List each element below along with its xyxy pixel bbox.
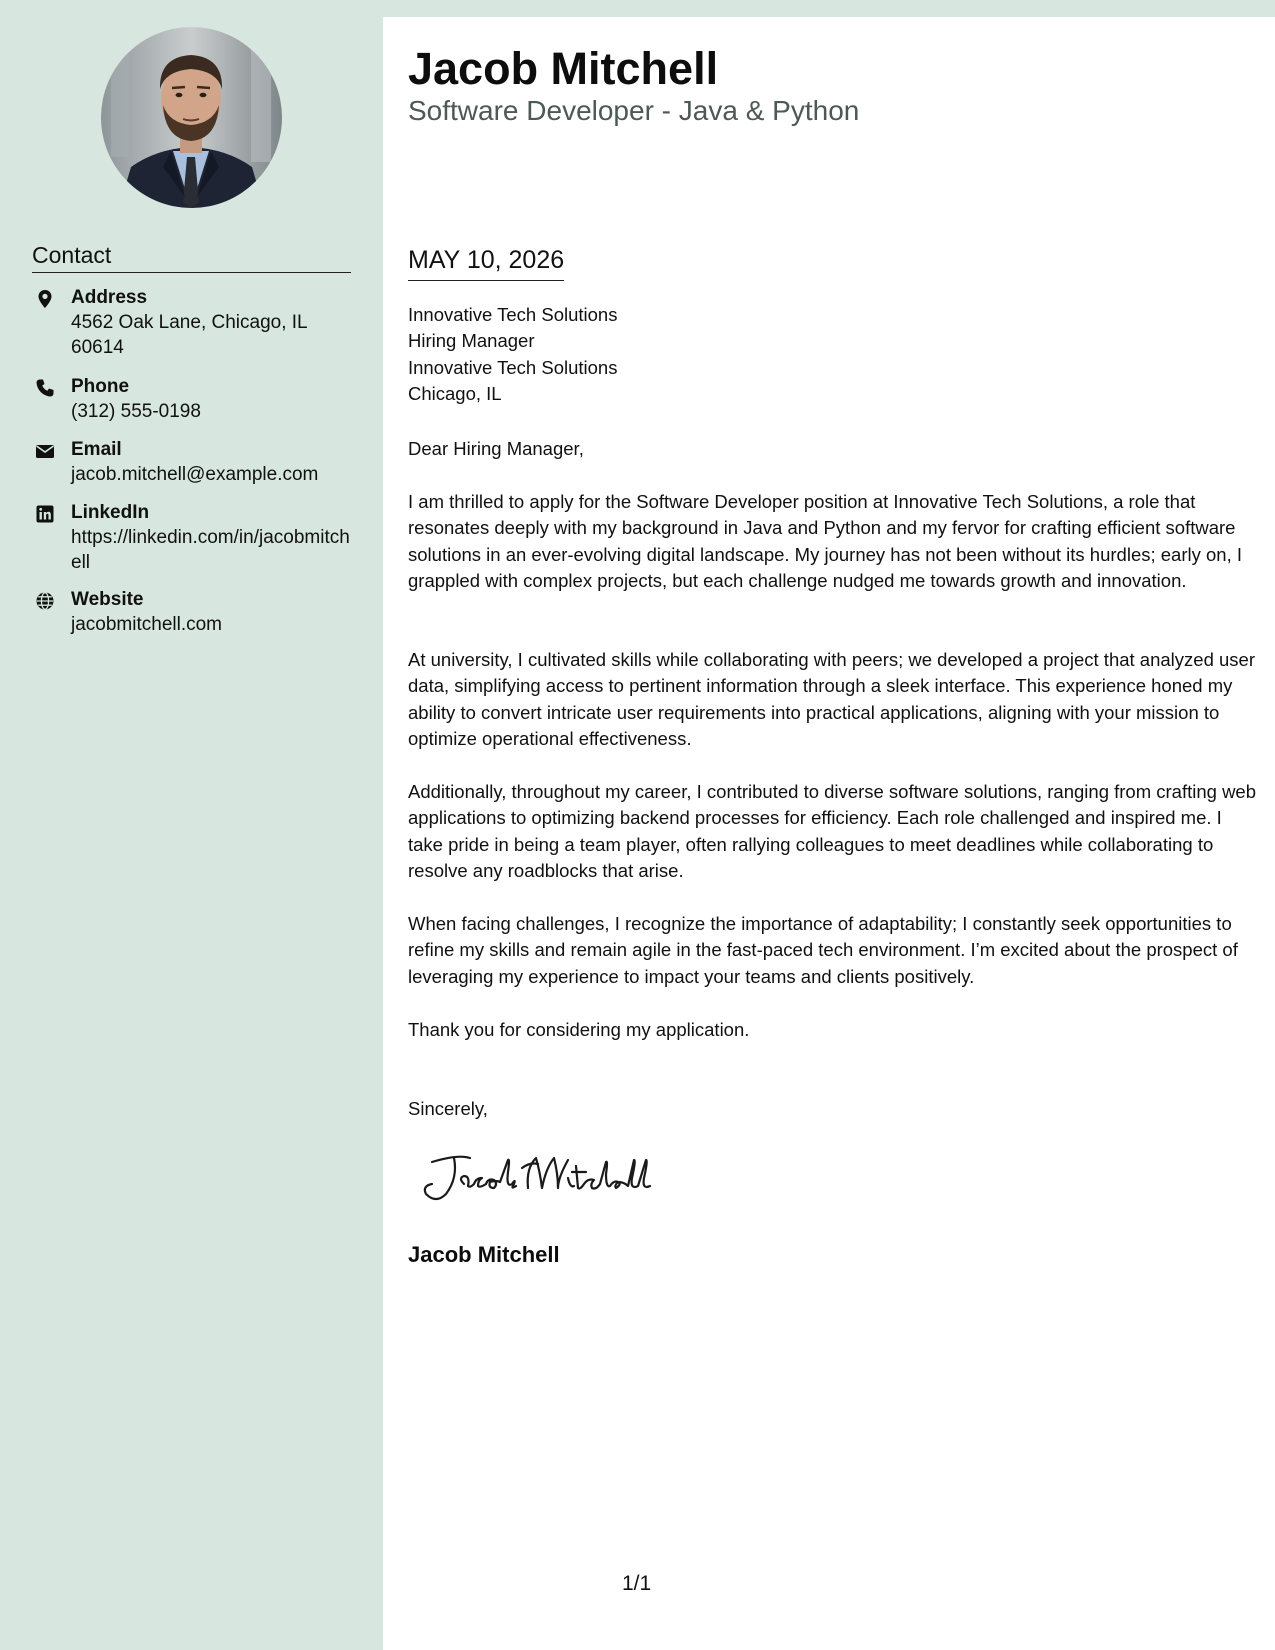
- contact-label: Website: [71, 589, 144, 610]
- letter-date: MAY 10, 2026: [408, 244, 564, 281]
- closing: Sincerely,: [408, 1098, 488, 1119]
- body-paragraph: Additionally, throughout my career, I contributed to diverse software solutions, ranging from crafting web applications to optimizing backend processes for efficiency. Each role challenged and inspired me. I take pride in being a team player, often rallying colleagues to meet deadlines while collaborating to resolve any roadblocks that arise.: [408, 781, 1257, 881]
- contact-website: [32, 588, 352, 637]
- contact-label: LinkedIn: [71, 502, 150, 523]
- contact-email: [32, 438, 352, 487]
- recipient-line: Hiring Manager: [408, 330, 535, 352]
- linkedin-link[interactable]: https://linkedin.com/in/jacobmitchell: [71, 527, 350, 573]
- recipient-line: Innovative Tech Solutions: [408, 356, 618, 378]
- profile-photo: [101, 27, 282, 208]
- contact-phone: [32, 375, 352, 424]
- recipient-line: Innovative Tech Solutions: [408, 304, 618, 325]
- recipient-line: Chicago, IL: [408, 382, 502, 404]
- contact-label: Phone: [71, 376, 130, 397]
- body-paragraph: I am thrilled to apply for the Software Developer position at Innovative Tech Solutions, a role that resonates deeply with my background in Java and Python and my fervor for crafting efficient software solutions in an ever-evolving digital landscape. My journey has not been without its hurdles; early on, I grappled with complex projects, but each challenge nudged me towards growth and innovation.: [408, 491, 1242, 591]
- handwritten-signature: [418, 1148, 668, 1208]
- applicant-title: Software Developer - Java & Python: [408, 95, 860, 126]
- contact-linkedin: [32, 501, 352, 575]
- contact-value: (312) 555-0198: [71, 401, 201, 422]
- signer-name: Jacob Mitchell: [408, 1242, 560, 1267]
- contact-heading: Contact: [32, 241, 351, 273]
- body-paragraph: At university, I cultivated skills while collaborating with peers; we developed a project that analyzed user data, simplifying access to pertinent information through a sleek interface. This experience honed my ability to convert intricate user requirements into practical applications, aligning with your mission to optimize operational effectiveness.: [408, 649, 1255, 749]
- linkedin-icon: [35, 504, 55, 524]
- page-number: 1/1: [622, 1572, 652, 1595]
- body-paragraph: When facing challenges, I recognize the importance of adaptability; I constantly seek opportunities to refine my skills and remain agile in the fast-paced tech environment. I’m excited about the prospect of leveraging my experience to impact your teams and clients positively.: [408, 913, 1238, 987]
- contact-value: 4562 Oak Lane, Chicago, IL 60614: [71, 312, 307, 358]
- body-paragraph: Thank you for considering my application.: [408, 1019, 750, 1040]
- contact-value: jacob.mitchell@example.com: [71, 464, 319, 485]
- website-link[interactable]: jacobmitchell.com: [71, 614, 222, 635]
- map-pin-icon: [35, 289, 55, 309]
- contact-label: Address: [71, 287, 148, 308]
- phone-icon: [35, 378, 55, 398]
- salutation: Dear Hiring Manager,: [408, 438, 584, 459]
- contact-address: [32, 286, 352, 360]
- applicant-name: Jacob Mitchell: [408, 43, 719, 94]
- envelope-icon: [35, 441, 55, 461]
- recipient-block: [408, 302, 1258, 407]
- contact-label: Email: [71, 439, 122, 460]
- globe-icon: [35, 591, 55, 611]
